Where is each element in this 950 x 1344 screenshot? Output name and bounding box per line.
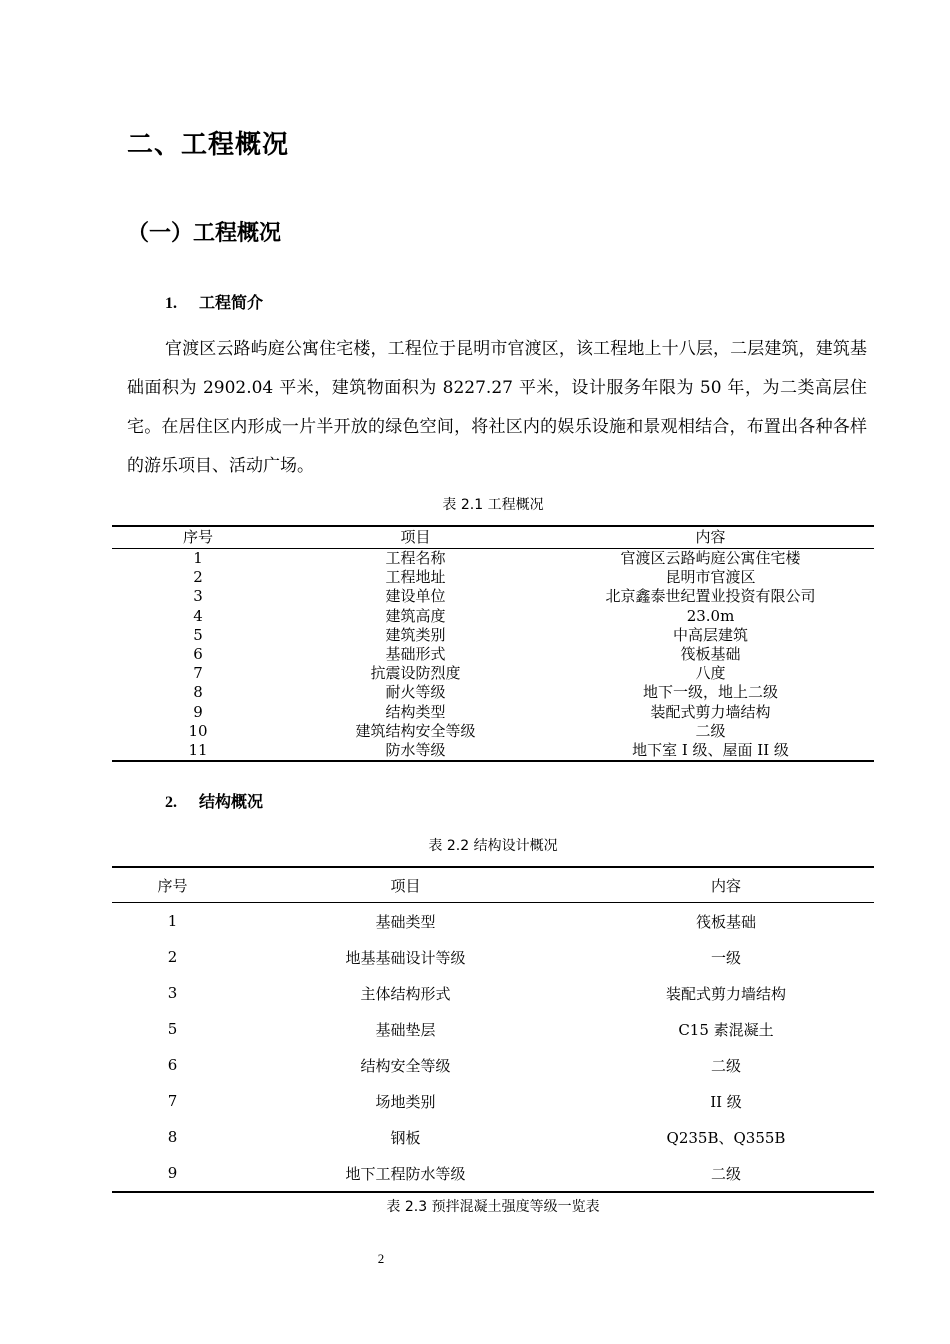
table-cell: 结构类型 xyxy=(385,702,446,721)
subsection-title: 工程简介 xyxy=(199,293,264,312)
table-cell: 9 xyxy=(193,702,203,721)
table-cell: 1 xyxy=(167,912,178,930)
table-row xyxy=(112,568,874,587)
table-header-row xyxy=(112,867,874,903)
table-cell: 2 xyxy=(193,568,203,587)
table-cell: 11 xyxy=(188,740,208,759)
table-row xyxy=(112,607,874,626)
table-cell: 工程名称 xyxy=(385,549,446,568)
table1-caption: 表 2.1 工程概况 xyxy=(442,497,544,513)
table-row xyxy=(112,1155,874,1192)
table-cell: 主体结构形式 xyxy=(360,984,451,1003)
table-row xyxy=(112,741,874,761)
table-row xyxy=(112,975,874,1011)
table-cell: 23.0m xyxy=(686,606,735,625)
table-cell: 地基基础设计等级 xyxy=(345,948,466,967)
table-row xyxy=(112,1083,874,1119)
table-row xyxy=(112,1047,874,1083)
table-cell: 8 xyxy=(167,1128,178,1146)
table-cell: 抗震设防烈度 xyxy=(370,664,461,683)
table-cell: 1 xyxy=(193,549,203,568)
table-cell: 二级 xyxy=(695,721,726,740)
table-row xyxy=(112,939,874,975)
table-cell: 9 xyxy=(167,1164,178,1182)
table-cell: 2 xyxy=(167,948,178,966)
structure-design-table xyxy=(112,866,874,1193)
table-cell: 二级 xyxy=(710,1164,741,1183)
column-header: 项目 xyxy=(284,526,547,549)
table-cell: 防水等级 xyxy=(385,740,446,759)
table-cell: 中高层建筑 xyxy=(672,625,748,644)
table-row xyxy=(112,1119,874,1155)
table-cell: 6 xyxy=(193,645,203,664)
table-cell: Q235B、Q355B xyxy=(666,1128,786,1147)
subsection-title: 结构概况 xyxy=(199,792,264,811)
table-cell: 结构安全等级 xyxy=(360,1056,451,1075)
table-row xyxy=(112,1011,874,1047)
table-cell: 装配式剪力墙结构 xyxy=(665,984,786,1003)
table-row xyxy=(112,587,874,606)
table-row xyxy=(112,903,874,940)
table-cell: 3 xyxy=(193,587,203,606)
table-cell: 二级 xyxy=(710,1056,741,1075)
table-cell: 建筑类别 xyxy=(385,625,446,644)
intro-paragraph: 官渡区云路屿庭公寓住宅楼，工程位于昆明市官渡区，该工程地上十八层，二层建筑，建筑基础面积为 2902.04 平米，建筑物面积为 8227.27 平米，设计服务年限为 50 年，为二类高层住宅。在居住区内形成一片半开放的绿色空间，将社区内的娱乐设施和景观相结合，布置出各种各样的游乐项目、活动广场。 xyxy=(127,339,867,476)
column-header: 序号 xyxy=(112,867,233,903)
table-row xyxy=(112,722,874,741)
subsection-heading-1 xyxy=(165,290,263,313)
subsection-number: 2. xyxy=(165,794,177,811)
table-cell: 官渡区云路屿庭公寓住宅楼 xyxy=(620,549,801,568)
table-cell: 建设单位 xyxy=(385,587,446,606)
column-header: 内容 xyxy=(547,526,874,549)
table-cell: 基础垫层 xyxy=(375,1020,436,1039)
table-row xyxy=(112,626,874,645)
table-cell: 3 xyxy=(167,984,178,1002)
column-header: 序号 xyxy=(112,526,284,549)
table-row xyxy=(112,683,874,702)
table-cell: 地下室 I 级、屋面 II 级 xyxy=(632,740,789,759)
table-cell: 耐火等级 xyxy=(385,683,446,702)
subsection-number: 1. xyxy=(165,295,177,312)
table2-caption: 表 2.2 结构设计概况 xyxy=(428,838,558,854)
table-cell: 筏板基础 xyxy=(680,645,741,664)
table-cell: 6 xyxy=(167,1056,178,1074)
column-header: 内容 xyxy=(578,867,874,903)
table-cell: 8 xyxy=(193,683,203,702)
table-cell: 八度 xyxy=(695,664,726,683)
table-cell: 地下一级，地上二级 xyxy=(642,683,778,702)
table-cell: C15 素混凝土 xyxy=(678,1020,774,1039)
table-cell: 昆明市官渡区 xyxy=(665,568,756,587)
table-cell: 一级 xyxy=(710,948,741,967)
table-cell: 建筑高度 xyxy=(385,606,446,625)
table-header-row xyxy=(112,526,874,549)
table3-caption: 表 2.3 预拌混凝土强度等级一览表 xyxy=(386,1199,600,1215)
table-row xyxy=(112,664,874,683)
table-cell: 地下工程防水等级 xyxy=(345,1164,466,1183)
table-cell: 钢板 xyxy=(390,1128,421,1147)
table-row xyxy=(112,703,874,722)
table-cell: 装配式剪力墙结构 xyxy=(650,702,771,721)
page-number: 2 xyxy=(377,1251,385,1266)
table-cell: 7 xyxy=(193,664,203,683)
table-cell: 5 xyxy=(167,1020,178,1038)
section-heading: （一）工程概况 xyxy=(127,221,282,246)
subsection-heading-2 xyxy=(165,789,263,812)
table-cell: 北京鑫泰世纪置业投资有限公司 xyxy=(605,587,816,606)
table-cell: II 级 xyxy=(710,1092,742,1111)
table-cell: 场地类别 xyxy=(375,1092,436,1111)
table-body xyxy=(112,903,874,1193)
table-cell: 10 xyxy=(188,721,208,740)
table-cell: 基础形式 xyxy=(385,645,446,664)
table-body xyxy=(112,549,874,762)
table-cell: 筏板基础 xyxy=(695,912,756,931)
table-cell: 4 xyxy=(193,606,203,625)
project-overview-table xyxy=(112,525,874,762)
table-row xyxy=(112,645,874,664)
table-cell: 工程地址 xyxy=(385,568,446,587)
column-header: 项目 xyxy=(233,867,578,903)
table-cell: 基础类型 xyxy=(375,912,436,931)
table-cell: 7 xyxy=(167,1092,178,1110)
chapter-heading: 二、工程概况 xyxy=(127,130,290,160)
table-row xyxy=(112,549,874,569)
table-cell: 建筑结构安全等级 xyxy=(355,721,476,740)
table-cell: 5 xyxy=(193,625,203,644)
